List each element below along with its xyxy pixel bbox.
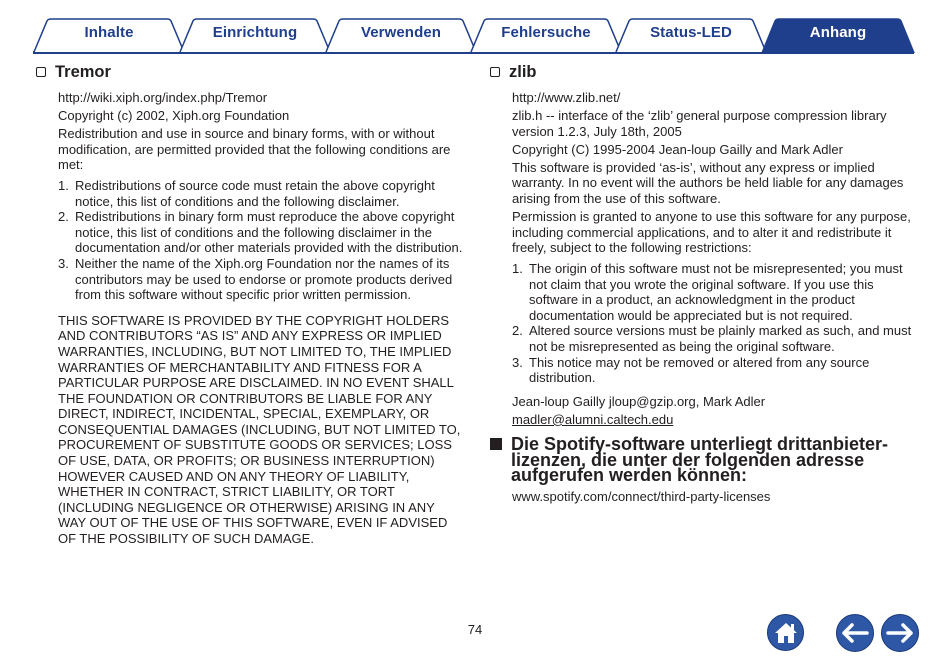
tab-label: Anhang xyxy=(809,24,867,41)
list-number: 3. xyxy=(58,255,69,271)
list-text: Redistributions in binary form must reproduce the above copyright notice, this list of conditions and the following disclaimer in the documentation and/or other materials provided with the distribution. xyxy=(75,209,463,256)
tab-bar xyxy=(0,0,950,56)
zlib-copyright: Copyright (C) 1995-2004 Jean-loup Gailly and Mark Adler xyxy=(512,141,843,157)
list-item xyxy=(58,178,466,209)
tremor-disclaimer: THIS SOFTWARE IS PROVIDED BY THE COPYRIGHT HOLDERS AND CONTRIBUTORS “AS IS” AND ANY EXPRESS OR IMPLIED WARRANTIES, INCLUDING, BUT NOT LIMITED TO, THE IMPLIED WARRANTIES OF MERCHANTABILITY AND FITNESS FOR A PARTICULAR PURPOSE ARE DISCLAIMED. IN NO EVENT SHALL THE FOUNDATION OR CONTRIBUTORS BE LIABLE FOR ANY DIRECT, INDIRECT, INCIDENTAL, SPECIAL, EXEMPLARY, OR CONSEQUENTIAL DAMAGES (INCLUDING, BUT NOT LIMITED TO, PROCUREMENT OF SUBSTITUTE GOODS OR SERVICES; LOSS OF USE, DATA, OR PROFITS; OR BUSINESS INTERRUPTION) HOWEVER CAUSED AND ON ANY THEORY OF LIABILITY, WHETHER IN CONTRACT, STRICT LIABILITY, OR TORT (INCLUDING NEGLIGENCE OR OTHERWISE) ARISING IN ANY WAY OUT OF THE USE OF THIS SOFTWARE, EVEN IF ADVISED OF THE POSSIBILITY OF SUCH DAMAGE. xyxy=(58,312,461,547)
tab-label: Verwenden xyxy=(360,24,442,41)
tremor-intro: Redistribution and use in source and binary forms, with or without modification, are permitted provided that the following conditions are met: xyxy=(58,126,451,173)
zlib-body xyxy=(490,90,920,427)
section-title-text: Tremor xyxy=(55,63,111,81)
spotify-url: www.spotify.com/connect/third-party-licenses xyxy=(512,488,771,504)
zlib-header: zlib.h -- interface of the ‘zlib’ general purpose compression library version 1.2.3, July 18th, 2005 xyxy=(512,108,887,139)
checkbox-bullet-icon xyxy=(490,67,500,77)
home-button[interactable] xyxy=(767,614,804,651)
list-number: 2. xyxy=(512,323,523,339)
list-text: Redistributions of source code must retain the above copyright notice, this list of conditions and the following disclaimer. xyxy=(75,177,435,209)
section-title-tremor xyxy=(36,60,466,84)
tremor-copyright: Copyright (c) 2002, Xiph.org Foundation xyxy=(58,108,290,124)
tab-label: Einrichtung xyxy=(212,24,298,41)
right-column xyxy=(490,60,920,507)
home-icon xyxy=(773,621,799,645)
list-text: The origin of this software must not be misrepresented; you must not claim that you wrote the original software. If you use this software in a product, an acknowledgment in the product documentation would be appreciated but is not required. xyxy=(529,260,903,323)
arrow-left-icon xyxy=(841,623,869,643)
tremor-conditions-list xyxy=(58,178,466,303)
tab-status-led[interactable] xyxy=(615,18,767,53)
zlib-permission: Permission is granted to anyone to use this software for any purpose, including commercial applications, and to alter it and redistribute it freely, subject to the following restrictions: xyxy=(512,209,911,256)
list-number: 1. xyxy=(512,260,523,276)
tab-fehlersuche[interactable] xyxy=(470,18,622,53)
list-item xyxy=(512,261,920,323)
zlib-asis: This software is provided ‘as-is’, without any express or implied warranty. In no event will the authors be held liable for any damages arising from the use of this software. xyxy=(512,159,904,207)
list-number: 3. xyxy=(512,354,523,370)
list-text: Altered source versions must be plainly marked as such, and must not be misrepresented as being the original software. xyxy=(529,323,912,354)
section-title-zlib xyxy=(490,60,920,84)
list-item xyxy=(512,323,920,354)
zlib-email-link[interactable]: madler@alumni.caltech.edu xyxy=(512,411,674,427)
zlib-restrictions-list xyxy=(512,261,920,386)
forward-button[interactable] xyxy=(881,614,919,652)
section-title-text: Die Spotify-software unterliegt drittanbieter-lizenzen, die unter der folgenden adresse aufgerufen werden können: xyxy=(511,434,889,486)
list-number: 2. xyxy=(58,209,69,225)
tab-verwenden[interactable] xyxy=(325,18,477,53)
page-number: 74 xyxy=(467,622,483,637)
zlib-url: http://www.zlib.net/ xyxy=(512,90,621,105)
zlib-authors: Jean-loup Gailly jloup@gzip.org, Mark Adler xyxy=(512,393,766,409)
checkbox-bullet-icon xyxy=(36,67,46,77)
arrow-right-icon xyxy=(886,623,914,643)
list-item xyxy=(58,256,466,303)
section-title-spotify xyxy=(490,434,920,486)
back-button[interactable] xyxy=(836,614,874,652)
section-title-text: zlib xyxy=(509,63,537,81)
list-number: 1. xyxy=(58,177,69,193)
tab-label: Inhalte xyxy=(84,24,134,41)
tab-label: Status-LED xyxy=(650,24,732,41)
list-item xyxy=(512,355,920,386)
tab-inhalte[interactable] xyxy=(33,18,185,53)
tab-anhang[interactable] xyxy=(761,18,915,53)
spotify-section xyxy=(490,434,920,504)
tremor-url: http://wiki.xiph.org/index.php/Tremor xyxy=(58,90,268,105)
square-bullet-icon xyxy=(490,438,502,450)
list-text: Neither the name of the Xiph.org Foundation nor the names of its contributors may be used to endorse or promote products derived from this software without specific prior written permission. xyxy=(75,255,453,303)
left-column xyxy=(36,60,466,549)
tab-label: Fehlersuche xyxy=(501,24,591,41)
list-text: This notice may not be removed or altered from any source distribution. xyxy=(529,354,870,386)
tremor-body xyxy=(36,90,466,547)
list-item xyxy=(58,209,466,256)
tab-einrichtung[interactable] xyxy=(179,18,331,53)
